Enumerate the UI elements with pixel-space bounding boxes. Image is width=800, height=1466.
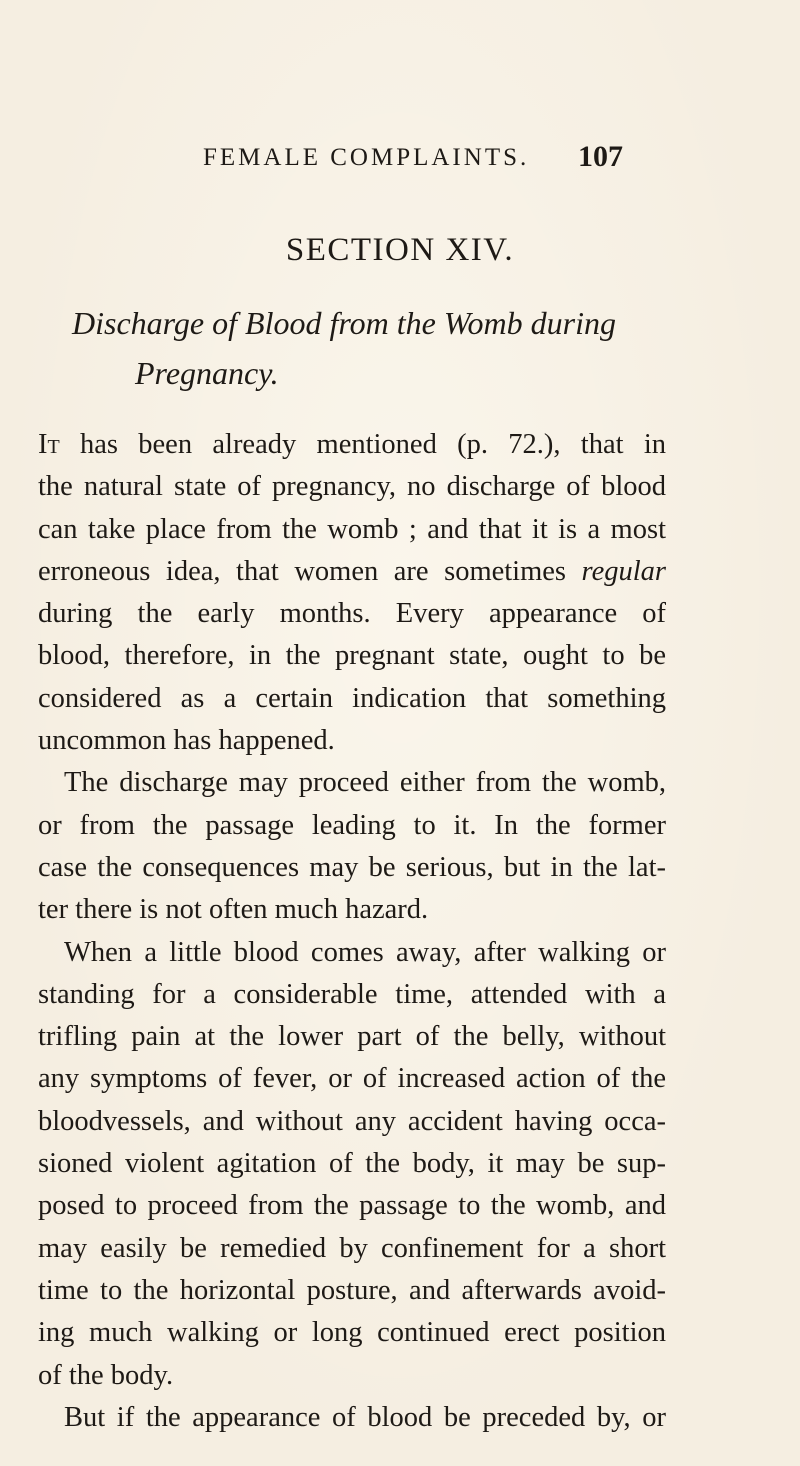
- text-line-8: uncommon has happened.: [38, 725, 335, 757]
- text-line-16: any symptoms of fever, or of increased action of the: [38, 1063, 666, 1095]
- text-line-19: posed to proceed from the passage to the womb, and: [38, 1190, 666, 1222]
- text-line-17: bloodvessels, and without any accident having occa-: [38, 1105, 666, 1137]
- text-line-5: during the early months. Every appearance of: [38, 598, 666, 630]
- section-heading: SECTION XIV.: [285, 232, 515, 268]
- section-subtitle-line-2: Pregnancy.: [135, 355, 279, 391]
- text-line-20: may easily be remedied by confinement for a short: [38, 1232, 666, 1264]
- running-head: [0, 140, 800, 180]
- line-1-rest: has been already mentioned (p. 72.), that in: [59, 429, 666, 460]
- text-line-9: The discharge may proceed either from the womb,: [64, 767, 666, 799]
- section-subtitle-line-1: Discharge of Blood from the Womb during: [72, 305, 616, 341]
- text-line-11: case the consequences may be serious, but in the lat-: [38, 851, 666, 883]
- opening-word: It: [38, 429, 60, 460]
- text-line-1: [38, 424, 666, 466]
- line-4-start: erroneous idea, that women are sometimes: [38, 555, 582, 587]
- text-line-23: of the body.: [38, 1359, 174, 1391]
- text-line-2: the natural state of pregnancy, no discharge of blood: [38, 471, 666, 503]
- page-number: 107: [578, 140, 623, 173]
- text-line-14: standing for a considerable time, attended with a: [38, 978, 666, 1010]
- text-line-3: can take place from the womb ; and that it is a most: [38, 513, 666, 545]
- text-line-7: considered as a certain indication that something: [38, 682, 666, 714]
- text-line-10: or from the passage leading to it. In the former: [38, 809, 666, 841]
- text-line-18: sioned violent agitation of the body, it may be sup-: [38, 1148, 666, 1180]
- text-line-24: But if the appearance of blood be preceded by, or: [64, 1401, 666, 1433]
- text-line-21: time to the horizontal posture, and afterwards avoid-: [38, 1274, 666, 1306]
- body-text: [38, 424, 666, 1439]
- text-line-22: ing much walking or long continued erect position: [38, 1317, 666, 1349]
- text-line-6: blood, therefore, in the pregnant state, ought to be: [38, 640, 666, 672]
- text-line-12: ter there is not often much hazard.: [38, 894, 429, 926]
- text-line-15: trifling pain at the lower part of the belly, without: [38, 1021, 666, 1053]
- text-line-4: [38, 551, 666, 593]
- running-title: FEMALE COMPLAINTS.: [203, 144, 530, 171]
- text-line-13: When a little blood comes away, after walking or: [64, 936, 666, 968]
- italic-word-regular: regular: [581, 555, 666, 587]
